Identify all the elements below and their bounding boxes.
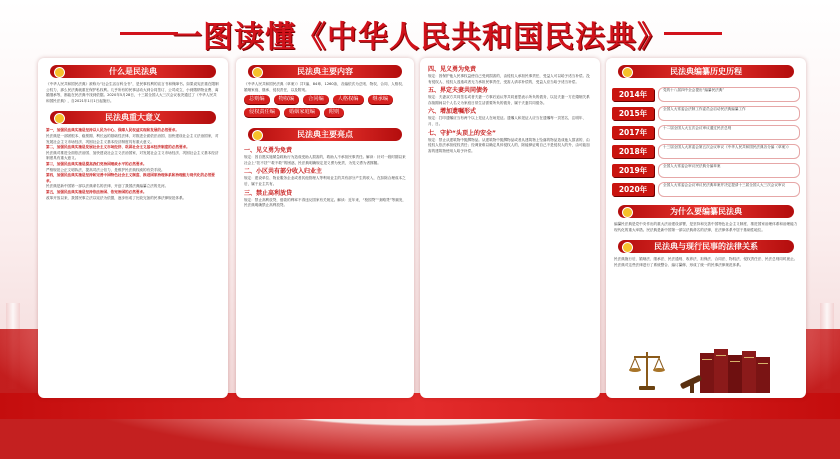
tag-general: 总则编 <box>244 95 270 104</box>
page-title: 一图读懂《中华人民共和国民法典》 <box>172 20 668 55</box>
scales-of-justice-icon <box>626 348 668 392</box>
list-item: 第三，加强民法典实施是提高我们党治国理政水平的必然要求。 严格规范公正文明执法，提高司法公信力，是维护民法典权威的有效手段。 <box>46 161 165 172</box>
list-item: 第二，加强民法典实施是发展社会主义市场经济、巩固社会主义基本经济制度的必然要求。 民法典对推进全面依法治国、加快建设社会主义法治国家，对发展社会主义市场经济、巩固社会主义基本经济制度具有重大意义。 <box>46 145 219 161</box>
significance-list <box>38 128 228 201</box>
panel-contents <box>236 58 414 398</box>
highlight-text: 规定：夫妻双方共同签名或者夫妻一方事后追认等共同意思表示所负的债务，以及夫妻一方在婚姻关系存续期间以个人名义为家庭日常生活需要所负的债务，属于夫妻共同债务。 <box>428 95 590 105</box>
section-text: 编纂民法典是党中央作出的重大法治建设部署，是坚持和完善中国特色社会主义制度、推进国家治理体系和治理能力现代化的重大举措。民法典是新中国第一部以法典命名的法律，在法律体系中居于基础性地位。 <box>614 222 798 232</box>
tag-succession: 继承编 <box>368 95 394 104</box>
highlight-heading: 七、守护“头顶上的安全” <box>428 129 496 137</box>
timeline-year: 2019年 <box>612 164 654 177</box>
section-title: 民法典主要内容 <box>297 67 353 76</box>
highlight-text: 规定：禁止从建筑物中抛掷物品。从建筑物中抛掷物品或者从建筑物上坠落的物品造成他人损害的，由侵权人依法承担侵权责任；经调查难以确定具体侵权人的，除能够证明自己不是侵权人的外，由可能加害的建筑物使用人给予补偿。 <box>428 137 590 153</box>
tag-contract: 合同编 <box>303 95 329 104</box>
tag-tort: 侵权责任编 <box>244 108 280 117</box>
timeline-year: 2020年 <box>612 183 654 196</box>
timeline-row <box>612 105 800 122</box>
highlight-heading: 六、增加遗嘱形式 <box>428 108 477 116</box>
section-header-history <box>606 64 806 79</box>
section-header-contents <box>236 64 414 79</box>
section-header-what-is <box>38 64 228 79</box>
law-books-icon <box>680 345 790 395</box>
section-header-highlights <box>236 127 414 142</box>
timeline-row <box>612 181 800 198</box>
highlight-heading: 二、小区共有部分收入归业主 <box>244 168 323 176</box>
tag-personality: 人格权编 <box>333 95 364 104</box>
timeline-year: 2017年 <box>612 126 654 139</box>
timeline-year: 2015年 <box>612 107 654 120</box>
highlight-heading: 四、见义勇为免责 <box>428 66 477 73</box>
section-title: 民法典重大意义 <box>105 113 161 123</box>
panel-overview <box>38 58 228 398</box>
panel-highlights-continued <box>420 58 600 398</box>
timeline-text: 全国人大常委会法制工作委员会启动民法典编纂工作 <box>658 106 800 121</box>
tag-marriage: 婚姻家庭编 <box>284 108 320 117</box>
section-text: 《中华人民共和国民法典（草案）》共7编、84章、1260条，各编依次为总则、物权、合同、人格权、婚姻家庭、继承、侵权责任，以及附则。 <box>244 82 406 92</box>
timeline-text: 全国人大常委会会议审议民法典草案并决定提请十三届全国人大三次会议审议 <box>658 182 800 197</box>
section-text: 民法典施行后，婚姻法、继承法、民法通则、收养法、担保法、合同法、物权法、侵权责任法、民法总则同时废止。民法典对这些法律进行了系统整合、编订纂修，形成了统一的民事法律规范体系。 <box>614 257 798 267</box>
tag-property: 物权编 <box>274 95 300 104</box>
timeline-text: 十二届全国人大五次会议审议通过民法总则 <box>658 125 800 140</box>
section-title: 民法典主要亮点 <box>297 130 353 140</box>
part-tags <box>236 93 414 121</box>
list-item: 第四，加强民法典实施是坚持和完善中国特色社会主义制度、推进国家治理体系和治理能力现代化的必然要求。 民法典是新中国第一部以法典命名的法律，开创了我国法典编纂立法的先河。 <box>46 173 215 189</box>
section-header-why <box>606 204 806 219</box>
section-title: 民法典与现行民事的法律关系 <box>654 242 758 252</box>
timeline-row <box>612 162 800 179</box>
highlight-heading: 五、界定夫妻共同债务 <box>428 87 489 95</box>
timeline-text: 党的十八届四中全会提出“编纂民法典” <box>658 87 800 102</box>
highlight-text: 规定：因自愿实施紧急救助行为造成受助人损害的，救助人不承担民事责任。解读：针对一段时期以来社会上“扶不扶”“救不救”的困惑，民法典明确规定见义勇为免责，为见义勇为者撑腰。 <box>244 155 406 165</box>
section-title: 什么是民法典 <box>109 67 157 76</box>
section-text: 《中华人民共和国民法典》被称为“社会生活百科全书”，是民事权利的宣言书和保障书。如果说宪法重在限制公权力，那么民法典就重在保护私权利。几乎所有的民事活动大到合同签订、公司成立，小到缴纳物业费、离婚继承等，都能在民法典中找到依据。2020年5月28日，十三届全国人大三次会议表决通过了《中华人民共和国民法典》，自2021年1月1日起施行。 <box>46 82 219 103</box>
timeline-row <box>612 124 800 141</box>
timeline-year: 2018年 <box>612 145 654 158</box>
timeline-text: 全国人大常委会审议民法典分编草案 <box>658 163 800 178</box>
list-item: 第五，加强民法典实施是坚持依法治国、依宪治国的必然要求。 改革开放以来，我国民事立法以宪法为依据，逐步形成了比较完备的民事法律规范体系。 <box>46 189 187 200</box>
timeline-row <box>612 86 800 103</box>
section-title: 民法典编纂历史历程 <box>670 67 742 76</box>
tag-supplementary: 附则 <box>324 108 344 117</box>
history-timeline <box>606 82 806 198</box>
timeline-row <box>612 143 800 160</box>
highlight-heading: 三、禁止高利放贷 <box>244 189 293 197</box>
title-area <box>0 12 840 56</box>
highlight-text: 规定：打印遗嘱应当有两个以上见证人在场见证。遗嘱人和见证人应当在遗嘱每一页签名，注明年、月、日。 <box>428 116 587 126</box>
highlight-text: 规定：禁止高利放贷，借款的利率不得违反国家有关规定。解读：近年来，“校园贷”“套路贷”等频发，民法典明确禁止高利放贷。 <box>244 197 406 208</box>
highlight-heading: 一、见义勇为免责 <box>244 147 293 155</box>
section-title: 为什么要编纂民法典 <box>670 207 742 216</box>
list-item: 第一，加强民法典实施是坚持以人民为中心、保障人民权益实现和发展的必然要求。 民法典是一部固根本、稳预期、利长远的基础性法律，对推进全面依法治国、加快建设社会主义法治国家，对发展社会主义市场经济、巩固社会主义基本经济制度具有重大意义。 <box>46 128 219 144</box>
section-header-relation <box>606 239 806 254</box>
section-header-significance <box>38 110 228 125</box>
highlight-text: 规定：因保护他人民事权益使自己受到损害的，由侵权人承担民事责任，受益人可以给予适当补偿。没有侵权人、侵权人逃逸或者无力承担民事责任，受害人请求补偿的，受益人应当给予适当补偿。 <box>428 74 590 84</box>
timeline-year: 2014年 <box>612 88 654 101</box>
timeline-text: 十三届全国人大常委会第五次会议审议《中华人民共和国民法典各分编（草案）》 <box>658 144 800 159</box>
highlight-text: 规定：建设单位、物业服务企业或者其他管理人等利用业主的共有部分产生的收入，在扣除合理成本之后，属于业主共有。 <box>244 176 406 186</box>
